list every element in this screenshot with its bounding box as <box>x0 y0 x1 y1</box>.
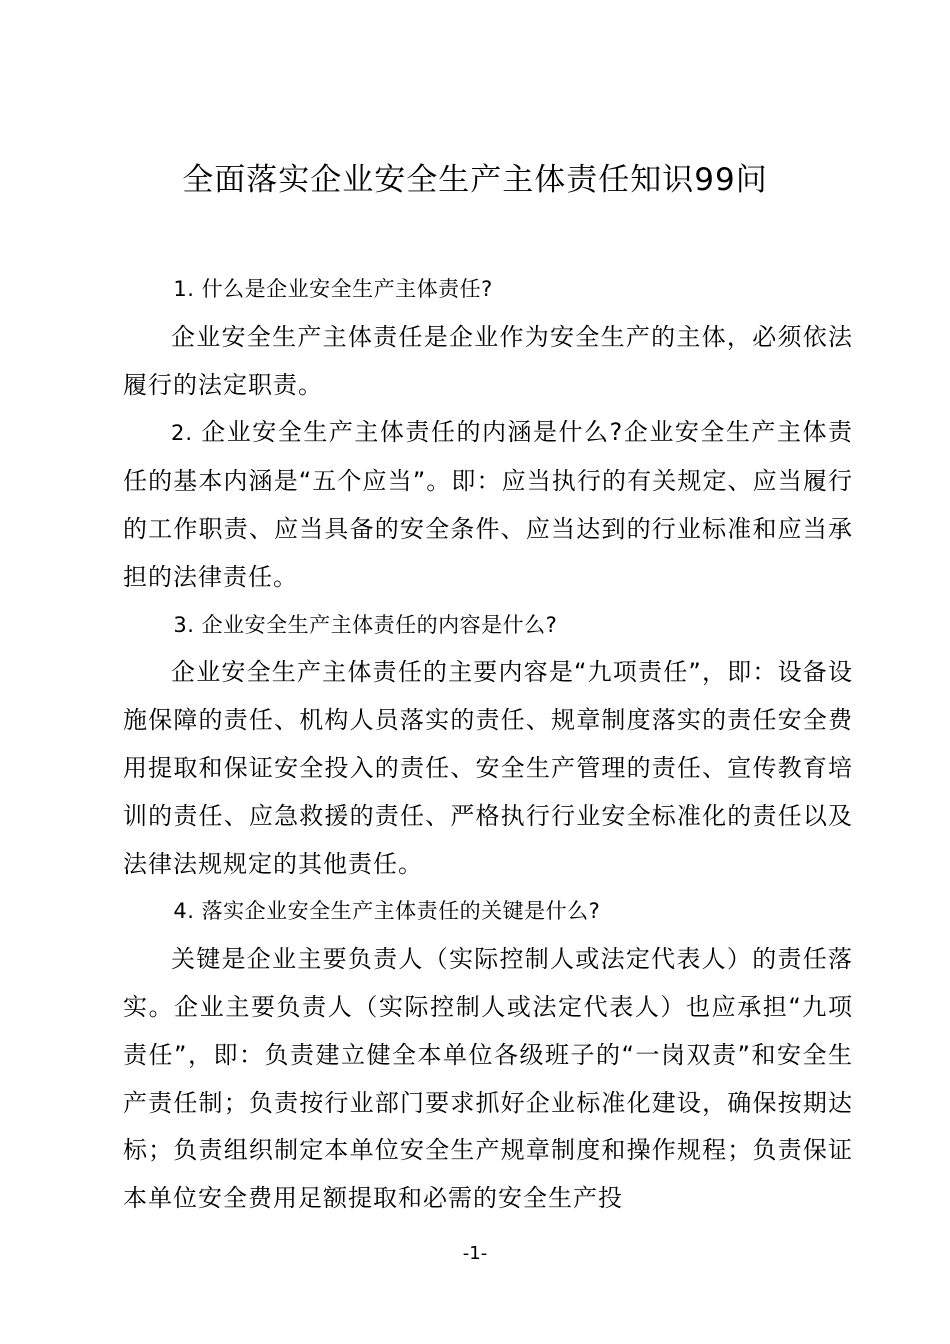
question-2-with-answer <box>123 409 853 601</box>
answer-1: 企业安全生产主体责任是企业作为安全生产的主体，必须依法履行的法定职责。 <box>123 322 853 399</box>
question-2-text: 企业安全生产主体责任的内涵是什么?企业安全生产主体责任的基本内涵是“五个应当”。即：应当执行的有关规定、应当履行的工作职责、应当具备的安全条件、应当达到的行业标准和应当承担的法律责任。 <box>123 418 853 591</box>
question-2-number: 2. <box>171 421 202 446</box>
question-1: 1. 什么是企业安全生产主体责任? <box>173 277 493 301</box>
answer-4: 关键是企业主要负责人（实际控制人或法定代表人）的责任落实。企业主要负责人（实际控制人或法定代表人）也应承担“九项责任”，即：负责建立健全本单位各级班子的“一岗双责”和安全生产责任制；负责按行业部门要求抓好企业标准化建设，确保按期达标；负责组织制定本单位安全生产规章制度和操作规程；负责保证本单位安全费用足额提取和必需的安全生产投 <box>123 945 853 1213</box>
question-4: 4. 落实企业安全生产主体责任的关键是什么? <box>173 899 601 924</box>
answer-3: 企业安全生产主体责任的主要内容是“九项责任”，即：设备设施保障的责任、机构人员落实的责任、规章制度落实的责任安全费用提取和保证安全投入的责任、安全生产管理的责任、宣传教育培训的责任、应急救援的责任、严格执行行业安全标准化的责任以及法律法规规定的其他责任。 <box>123 658 853 878</box>
question-3: 3. 企业安全生产主体责任的内容是什么? <box>173 612 558 637</box>
page-number: -1- <box>462 1243 488 1264</box>
document-body <box>123 266 853 1223</box>
document-title: 全面落实企业安全生产主体责任知识99问 <box>182 162 768 198</box>
